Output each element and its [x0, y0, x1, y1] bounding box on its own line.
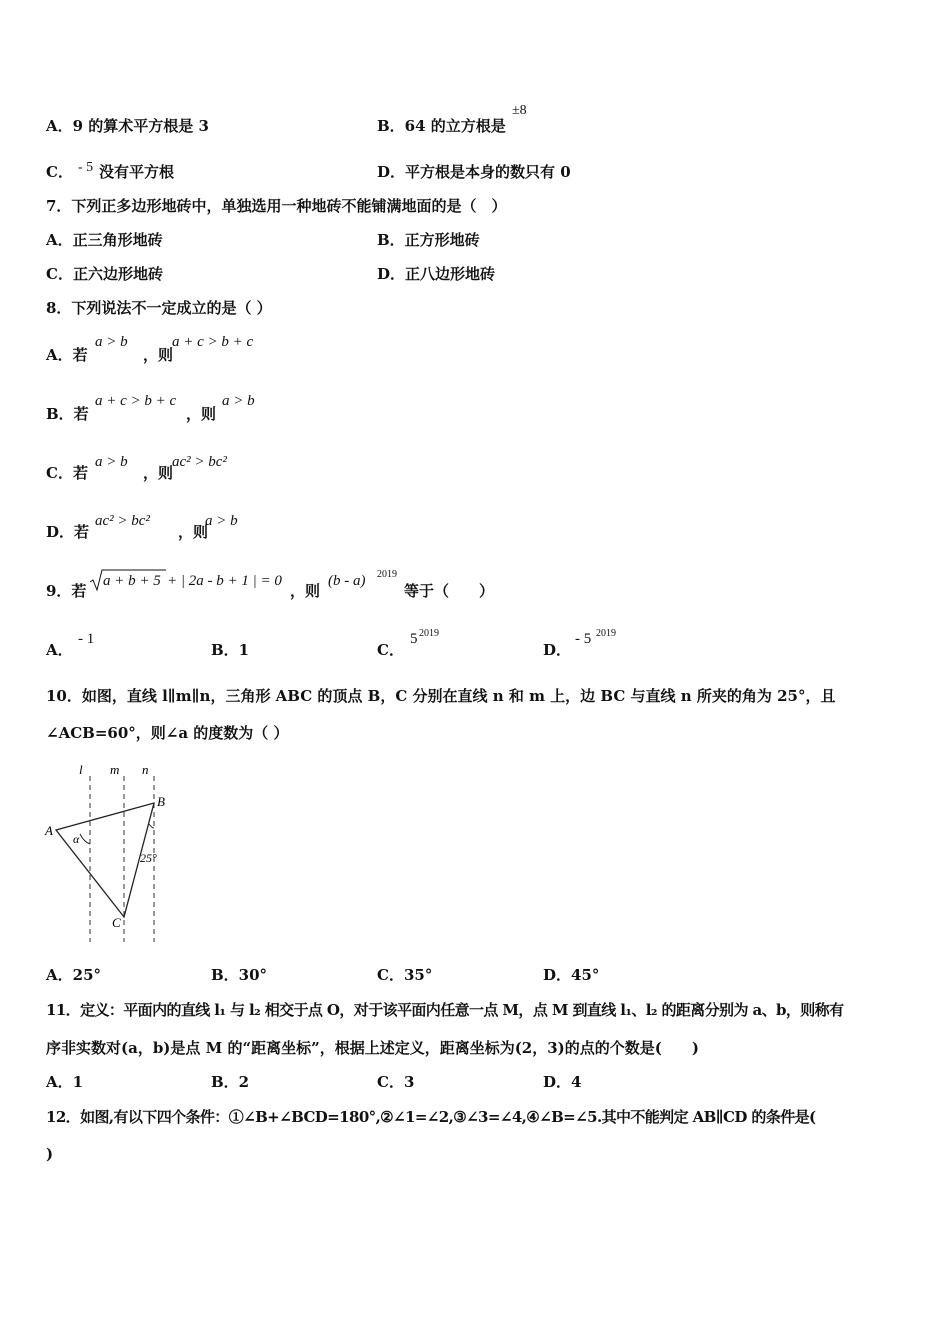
q9-option-a-label: A． — [46, 641, 73, 659]
q8-option-b-math2: a > b — [222, 393, 255, 409]
q7-option-a: A．正三角形地砖 — [46, 231, 163, 249]
label-c: C — [112, 915, 121, 930]
q6-option-a: A．9 的算术平方根是 3 — [46, 117, 209, 135]
q9-option-d-base: - 5 — [575, 631, 592, 647]
q9-option-d-label: D． — [543, 641, 572, 659]
q8-option-a-then: ，则 — [143, 346, 174, 364]
q6-option-c-label: C． — [46, 163, 73, 181]
q8-stem: 8．下列说法不一定成立的是（ ） — [46, 299, 272, 317]
q6-option-b-math: ±8 — [512, 103, 527, 118]
angle-25-arc — [149, 824, 154, 828]
q8-option-a-label: A．若 — [46, 346, 88, 364]
q9-option-b: B．1 — [211, 641, 250, 659]
q10-option-d: D．45° — [543, 966, 600, 984]
q10-option-c: C．35° — [377, 966, 433, 984]
q8-option-c-math1: a > b — [95, 454, 128, 470]
label-m: m — [110, 762, 120, 777]
label-n: n — [142, 762, 149, 777]
q8-option-c-math2: ac² > bc² — [172, 454, 227, 470]
q10-option-a: A．25° — [46, 966, 102, 984]
q11-option-c: C．3 — [377, 1073, 415, 1091]
q7-stem: 7．下列正多边形地砖中，单独选用一种地砖不能铺满地面的是（ ） — [46, 197, 507, 215]
q9-then: ，则 — [290, 582, 321, 600]
q12-stem-line1: 12．如图,有以下四个条件：①∠B+∠BCD=180°,②∠1=∠2,③∠3=∠4,④∠B=∠5.其中不能判定 AB∥CD 的条件是( — [46, 1108, 816, 1126]
q8-option-a-math1: a > b — [95, 334, 128, 350]
q9-expression: (b - a) — [328, 573, 366, 589]
q11-stem-line1: 11．定义：平面内的直线 l₁ 与 l₂ 相交于点 O，对于该平面内任意一点 M，点 M 到直线 l₁、l₂ 的距离分别为 a、b，则称有 — [46, 1001, 844, 1019]
q10-option-b: B．30° — [211, 966, 268, 984]
q6-option-d: D．平方根是本身的数只有 0 — [377, 163, 571, 181]
q9-suffix: 等于（ ） — [404, 582, 495, 600]
alpha-arc — [80, 834, 90, 844]
q9-option-c-exponent: 2019 — [419, 628, 439, 639]
q9-option-c-label: C． — [377, 641, 404, 659]
q7-option-b: B．正方形地砖 — [377, 231, 480, 249]
q8-option-d-then: ，则 — [178, 523, 209, 541]
q7-option-d: D．正八边形地砖 — [377, 265, 496, 283]
q8-option-c-then: ，则 — [143, 464, 174, 482]
q8-option-d-label: D．若 — [46, 523, 90, 541]
q8-option-a-math2: a + c > b + c — [172, 334, 254, 350]
q7-option-c: C．正六边形地砖 — [46, 265, 163, 283]
q8-option-d-math1: ac² > bc² — [95, 513, 150, 529]
label-l: l — [79, 762, 83, 777]
q9-option-c-base: 5 — [410, 631, 418, 647]
q10-figure — [44, 762, 174, 944]
q11-option-a: A．1 — [46, 1073, 84, 1091]
q8-option-b-then: ，则 — [186, 405, 217, 423]
q8-option-c-label: C．若 — [46, 464, 88, 482]
q12-stem-line2: ) — [46, 1145, 54, 1163]
q8-option-b-label: B．若 — [46, 405, 89, 423]
q11-stem-line2: 序非实数对(a，b)是点 M 的“距离坐标”，根据上述定义，距离坐标为(2，3)的点的个数是( ) — [46, 1039, 699, 1057]
label-b: B — [157, 794, 165, 809]
q11-option-d: D．4 — [543, 1073, 582, 1091]
q9-expression-exponent: 2019 — [377, 569, 397, 580]
label-25-deg: 25° — [140, 851, 157, 865]
q11-option-b: B．2 — [211, 1073, 250, 1091]
q10-stem-line2: ∠ACB=60°，则∠a 的度数为（ ） — [46, 724, 289, 742]
q6-option-c-text: 没有平方根 — [99, 163, 175, 181]
q8-option-b-math1: a + c > b + c — [95, 393, 177, 409]
q8-option-d-math2: a > b — [205, 513, 238, 529]
q10-stem-line1: 10．如图，直线 l∥m∥n，三角形 ABC 的顶点 B，C 分别在直线 n 和 m 上，边 BC 与直线 n 所夹的角为 25°，且 — [46, 687, 836, 705]
q9-radicand: a + b + 5 — [103, 573, 161, 589]
q9-prefix: 9．若 — [46, 582, 87, 600]
q6-option-c-math: - 5 — [78, 160, 94, 175]
q9-option-d-exponent: 2019 — [596, 628, 616, 639]
q6-option-b: B．64 的立方根是 — [377, 117, 506, 135]
label-a: A — [45, 823, 53, 838]
q9-condition: + | 2a - b + 1 | = 0 — [167, 573, 282, 589]
label-alpha: α — [73, 832, 80, 846]
q9-option-a-math: - 1 — [78, 631, 95, 647]
